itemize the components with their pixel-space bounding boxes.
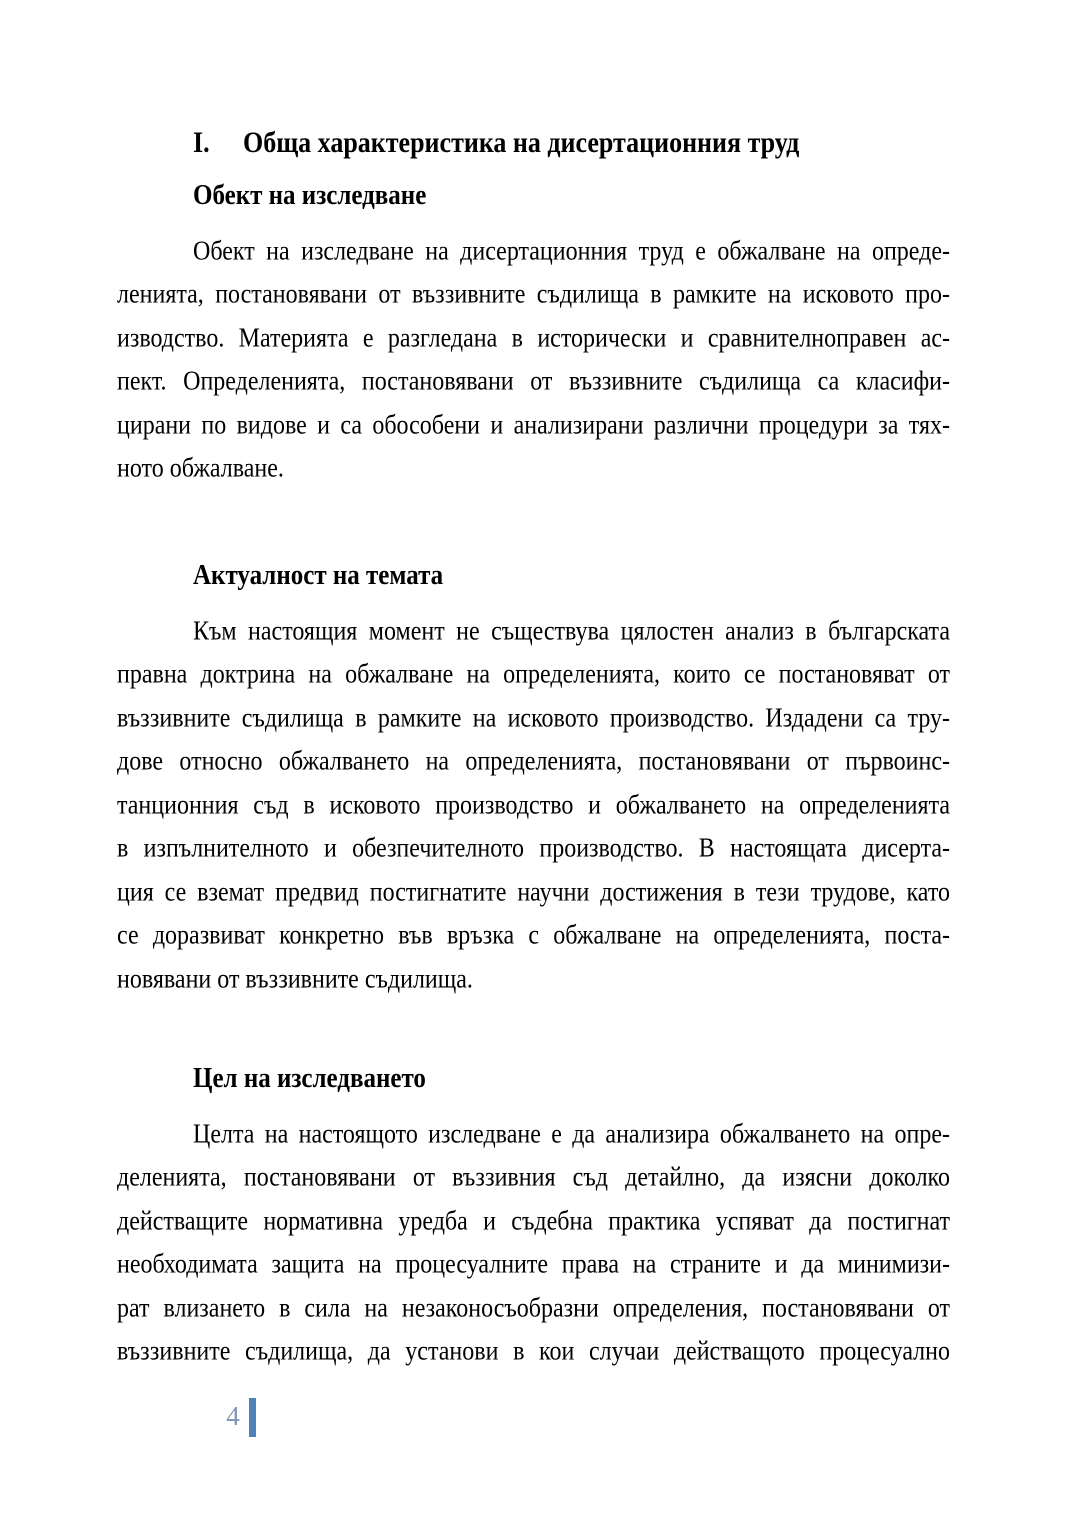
page-number-accent-bar: [249, 1398, 256, 1437]
paragraph: [117, 612, 950, 1004]
paragraph-line: изводство. Материята е разгледана в исторически и сравнителноправен ас-: [117, 323, 950, 353]
paragraph-line: деленията, постановявани от въззивния съд детайлно, да изясни доколко: [117, 1163, 950, 1193]
document-section: [117, 555, 950, 1003]
paragraph-line: цирани по видове и са обособени и анализирани различни процедури за тях-: [117, 410, 950, 440]
paragraph-line: ното обжалване.: [117, 454, 284, 484]
document-section: [117, 175, 950, 493]
paragraph-line: дове относно обжалването на определенията, постановявани от първоинс-: [117, 747, 950, 777]
paragraph-line: въззивните съдилища, да установи в кои случаи действащото процесуално: [117, 1337, 950, 1367]
paragraph: [117, 232, 950, 493]
paragraph-line: правна доктрина на обжалване на определенията, които се постановяват от: [117, 660, 950, 690]
paragraph-line: Целта на настоящото изследване е да анализира обжалването на опре-: [193, 1119, 950, 1149]
paragraph-line: танционния съд в исковото производство и обжалването на определенията: [117, 790, 950, 820]
chapter-heading: [117, 118, 950, 167]
paragraph-line: новявани от въззивните съдилища.: [117, 964, 473, 994]
paragraph-line: рат влизането в сила на незаконосъобразни определения, постановявани от: [117, 1293, 950, 1323]
section-subheading: Актуалност на темата: [193, 560, 444, 591]
paragraph-line: Към настоящия момент не съществува цялостен анализ в българската: [193, 616, 950, 646]
section-subheading: Цел на изследването: [193, 1063, 426, 1094]
chapter-heading-title: Обща характеристика на дисертационния труд: [243, 126, 800, 159]
paragraph-line: ция се вземат предвид постигнатите научни достижения в тези трудове, като: [117, 877, 950, 907]
paragraph-line: необходимата защита на процесуалните права на страните и да минимизи-: [117, 1250, 950, 1280]
paragraph-line: въззивните съдилища в рамките на исковото производство. Издадени са тру-: [117, 703, 950, 733]
section-subheading: Обект на изследване: [193, 180, 427, 211]
paragraph-line: ленията, постановявани от въззивните съдилища в рамките на исковото про-: [117, 280, 950, 310]
paragraph-line: в изпълнителното и обезпечителното производство. В настоящата дисерта-: [117, 834, 950, 864]
paragraph-line: действащите нормативна уредба и съдебна практика успяват да постигнат: [117, 1206, 950, 1236]
page-number: 4: [226, 1401, 240, 1431]
document-section: [117, 1058, 950, 1376]
paragraph-line: пект. Определенията, постановявани от въззивните съдилища са класифи-: [117, 367, 950, 397]
chapter-heading-numeral: I.: [193, 126, 210, 159]
paragraph-line: се доразвиват конкретно във връзка с обжалване на определенията, поста-: [117, 921, 950, 951]
paragraph: [117, 1115, 950, 1376]
paragraph-line: Обект на изследване на дисертационния труд е обжалване на опреде-: [193, 236, 950, 266]
